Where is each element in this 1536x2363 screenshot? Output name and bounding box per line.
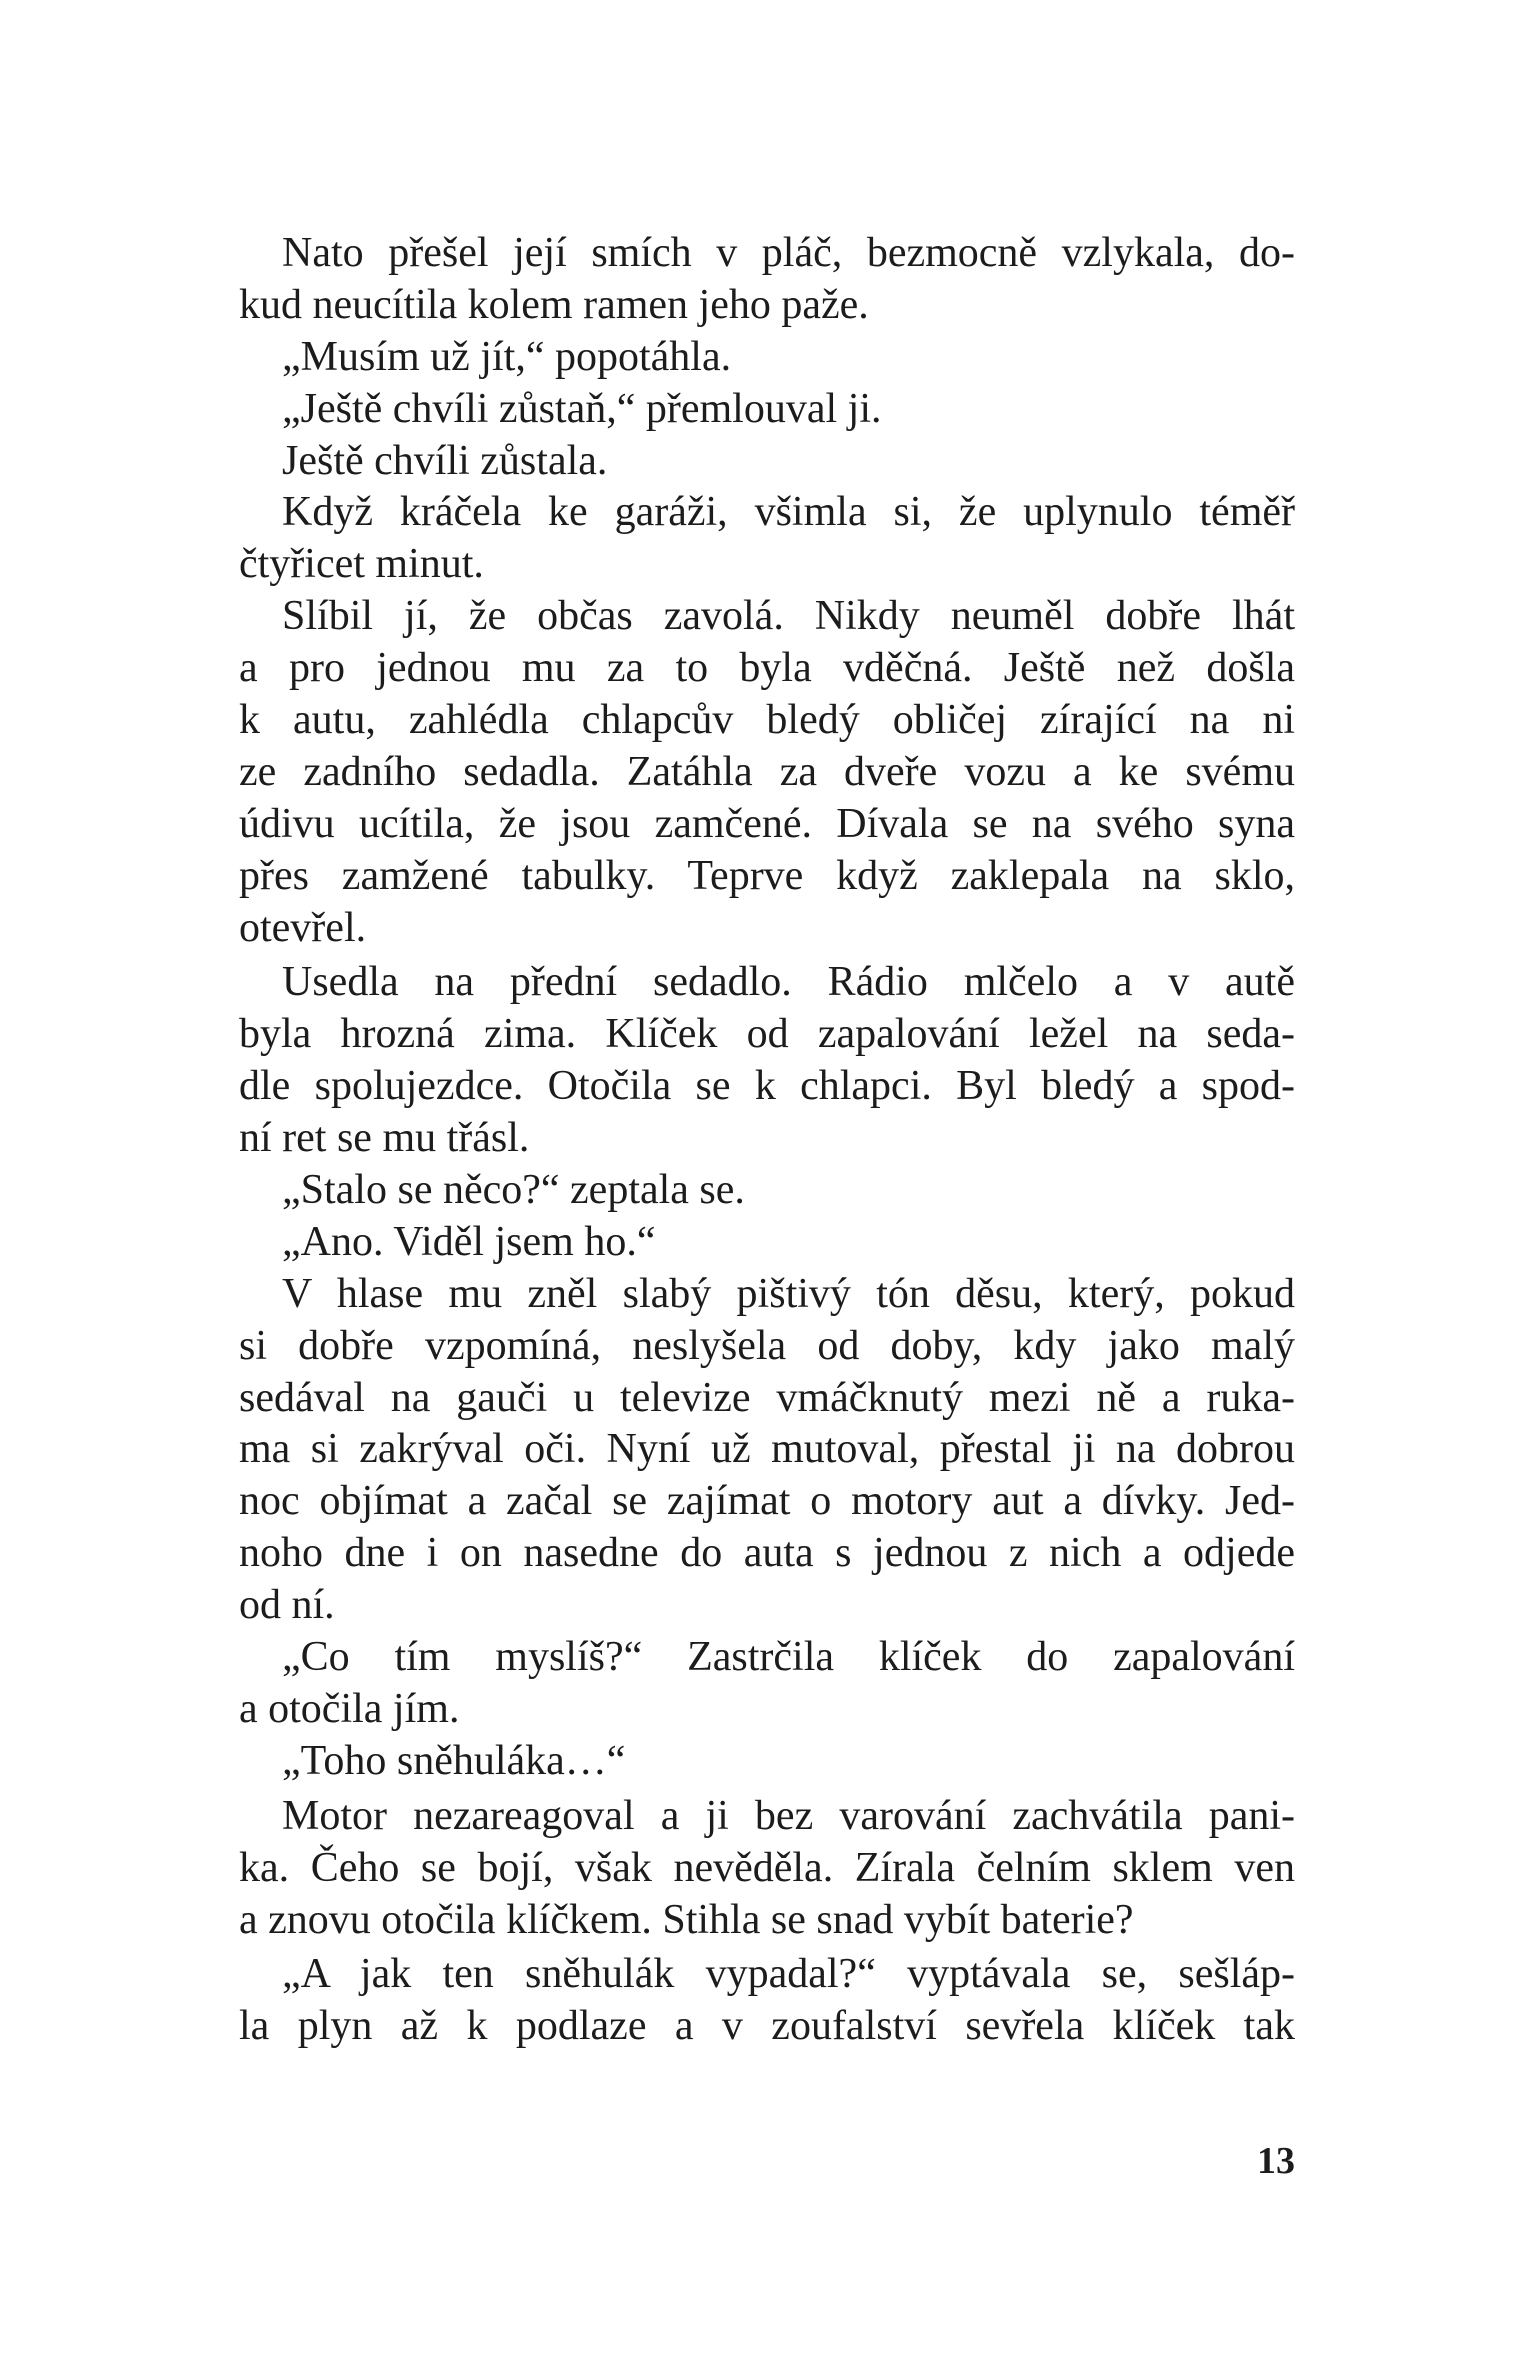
text-line: ní ret se mu třásl.	[239, 1115, 530, 1162]
text-line: dle spolujezdce. Otočila se k chlapci. Byl bledý a spod-	[239, 1063, 1295, 1110]
text-line: „Ano. Viděl jsem ho.“	[282, 1218, 656, 1265]
text-line: kud neucítila kolem ramen jeho paže.	[239, 281, 869, 328]
text-line: údivu ucítila, že jsou zamčené. Dívala se na svého syna	[239, 800, 1295, 847]
text-line: Slíbil jí, že občas zavolá. Nikdy neuměl dobře lhát	[282, 593, 1295, 640]
text-line: ze zadního sedadla. Zatáhla za dveře vozu a ke svému	[239, 748, 1295, 795]
text-line: otevřel.	[239, 904, 367, 951]
text-line: přes zamžené tabulky. Teprve když zaklepala na sklo,	[239, 852, 1295, 899]
text-line: a otočila jím.	[239, 1685, 460, 1732]
text-line: sedával na gauči u televize vmáčknutý mezi ně a ruka-	[239, 1374, 1295, 1421]
text-line: Ještě chvíli zůstala.	[282, 437, 608, 484]
text-line: ka. Čeho se bojí, však nevěděla. Zírala čelním sklem ven	[239, 1844, 1295, 1891]
text-line: Když kráčela ke garáži, všimla si, že uplynulo téměř	[282, 489, 1295, 536]
text-line: Nato přešel její smích v pláč, bezmocně vzlykala, do-	[282, 230, 1295, 276]
text-line: od ní.	[239, 1582, 335, 1629]
text-line: Usedla na přední sedadlo. Rádio mlčelo a v autě	[282, 959, 1295, 1006]
page-number: 13	[1257, 2140, 1295, 2182]
text-line: V hlase mu zněl slabý pištivý tón děsu, který, pokud	[282, 1270, 1295, 1317]
text-line: si dobře vzpomíná, neslyšela od doby, kdy jako malý	[239, 1322, 1295, 1369]
text-line: byla hrozná zima. Klíček od zapalování ležel na seda-	[239, 1011, 1295, 1058]
text-line: „Toho sněhuláka…“	[282, 1737, 626, 1784]
text-line: la plyn až k podlaze a v zoufalství sevřela klíček tak	[239, 2003, 1295, 2050]
text-line: „Musím už jít,“ popotáhla.	[282, 333, 732, 380]
text-line: čtyřicet minut.	[239, 541, 484, 588]
text-line: „Co tím myslíš?“ Zastrčila klíček do zapalování	[282, 1634, 1295, 1681]
text-line: ma si zakrýval oči. Nyní už mutoval, přestal ji na dobrou	[239, 1426, 1295, 1473]
text-line: a pro jednou mu za to byla vděčná. Ještě než došla	[239, 645, 1295, 692]
text-line: „Stalo se něco?“ zeptala se.	[282, 1167, 745, 1214]
body-text	[239, 228, 1295, 2053]
text-line: „Ještě chvíli zůstaň,“ přemlouval ji.	[282, 385, 882, 432]
text-line: noho dne i on nasedne do auta s jednou z nich a odjede	[239, 1530, 1295, 1577]
text-line: „A jak ten sněhulák vypadal?“ vyptávala se, sešláp-	[282, 1951, 1295, 1998]
text-line: a znovu otočila klíčkem. Stihla se snad vybít baterie?	[239, 1896, 1134, 1943]
text-line: Motor nezareagoval a ji bez varování zachvátila pani-	[282, 1792, 1295, 1839]
text-line: noc objímat a začal se zajímat o motory aut a dívky. Jed-	[239, 1478, 1295, 1525]
text-line: k autu, zahlédla chlapcův bledý obličej zírající na ni	[239, 697, 1295, 744]
